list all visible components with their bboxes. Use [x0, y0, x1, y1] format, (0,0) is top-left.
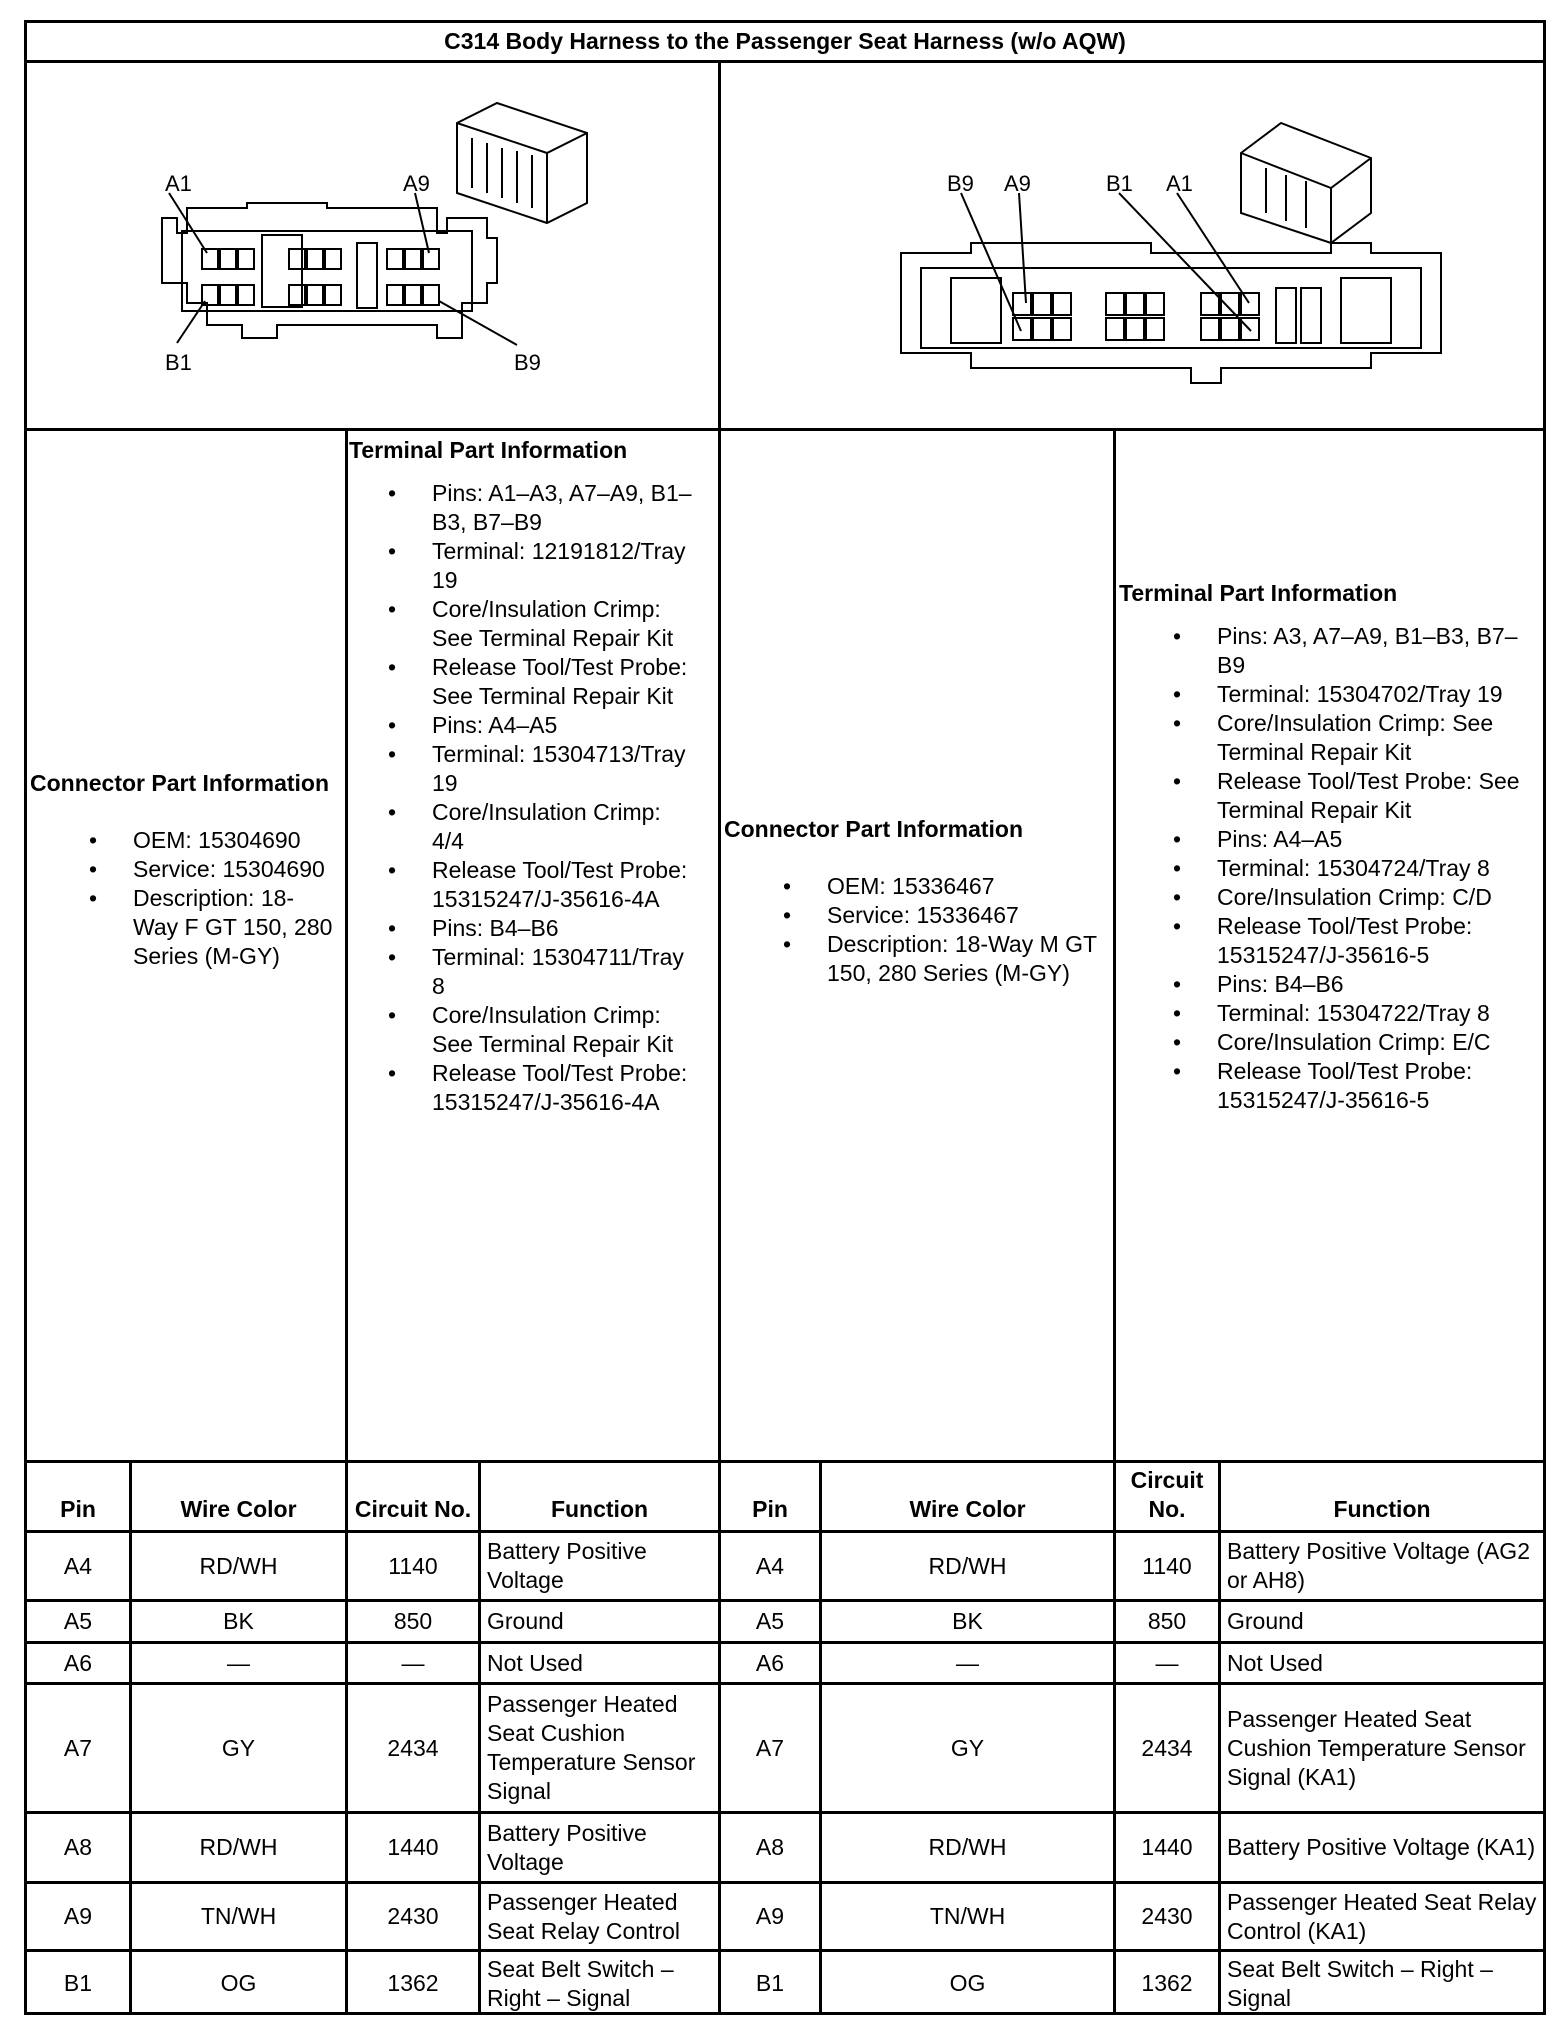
table-cell-function: Passenger Heated Seat Relay Control — [487, 1888, 681, 1944]
table-cell-pin: A4 — [63, 1552, 93, 1579]
table-cell-circuit: 2434 — [387, 1734, 439, 1761]
bullet-icon: • — [387, 799, 397, 825]
table-cell-wire: — — [956, 1649, 979, 1676]
table-cell-function: Battery Positive Voltage (KA1) — [1227, 1834, 1536, 1860]
bullet-icon: • — [1172, 623, 1182, 649]
list-item — [387, 1001, 697, 1059]
table-cell-function: Seat Belt Switch – Right – Signal — [1227, 1955, 1493, 2011]
table-cell-pin: A7 — [755, 1734, 785, 1761]
list-item-text: Pins: A3, A7–A9, B1–B3, B7–B9 — [1217, 623, 1518, 678]
table-cell-pin: A9 — [63, 1903, 93, 1929]
list-item-text: Release Tool/Test Probe: 15315247/J-35616-4A — [432, 857, 688, 912]
list-item — [1172, 854, 1535, 883]
header-function: Function — [550, 1496, 649, 1522]
right-terminal-info — [1119, 578, 1539, 1115]
table-cell-pin: A8 — [63, 1834, 93, 1860]
right-connector-info — [724, 814, 1109, 988]
list-item-text: Release Tool/Test Probe: See Terminal Repair Kit — [432, 654, 688, 709]
table-cell-wire: OG — [949, 1970, 986, 1996]
terminal-group — [387, 914, 697, 1117]
list-item-text: Pins: B4–B6 — [432, 915, 559, 941]
list-item-text: Core/Insulation Crimp: 4/4 — [432, 799, 661, 854]
bullet-icon: • — [782, 931, 792, 957]
bullet-icon: • — [1172, 971, 1182, 997]
left-connector-info — [30, 768, 340, 971]
list-item — [1172, 767, 1535, 825]
list-item — [387, 914, 697, 943]
list-item — [1172, 970, 1535, 999]
left-connector-list — [30, 826, 333, 971]
table-cell-circuit: — — [401, 1649, 425, 1676]
table-cell-circuit: 2430 — [387, 1903, 439, 1929]
header-circuit-no: Circuit No. — [354, 1496, 472, 1522]
bullet-icon: • — [387, 1002, 397, 1028]
list-item — [387, 537, 697, 595]
table-cell-pin: B1 — [755, 1970, 785, 1996]
pin-label-a1: A1 — [165, 171, 192, 196]
bullet-icon: • — [1172, 826, 1182, 852]
header-pin: Pin — [60, 1496, 96, 1522]
table-cell-function: Ground — [487, 1608, 564, 1634]
pin-label-b9: B9 — [947, 171, 974, 196]
table-cell-circuit: 1362 — [1141, 1970, 1193, 1996]
pin-label-a9: A9 — [403, 171, 430, 196]
list-item — [782, 901, 1097, 930]
table-cell-wire: TN/WH — [200, 1903, 277, 1929]
list-item-text: Core/Insulation Crimp: E/C — [1217, 1029, 1491, 1055]
table-cell-circuit: 2434 — [1141, 1734, 1193, 1761]
bullet-icon: • — [1172, 1029, 1182, 1055]
bullet-icon: • — [387, 480, 397, 506]
table-cell-function: Not Used — [1227, 1649, 1323, 1676]
table-cell-wire: RD/WH — [928, 1834, 1007, 1860]
table-cell-wire: GY — [950, 1734, 985, 1761]
list-item — [782, 930, 1097, 988]
right-connector-heading: Connector Part Information — [724, 816, 1024, 842]
list-item — [1172, 883, 1535, 912]
left-terminal-groups — [349, 479, 714, 1117]
list-item — [387, 1059, 697, 1117]
bullet-icon: • — [88, 885, 98, 911]
list-item — [1172, 622, 1535, 680]
list-item-text: OEM: 15336467 — [827, 873, 995, 899]
table-cell-function: Ground — [1227, 1608, 1304, 1634]
bullet-icon: • — [387, 741, 397, 767]
list-item — [387, 740, 697, 798]
bullet-icon: • — [1172, 1000, 1182, 1026]
list-item-text: Terminal: 15304713/Tray 19 — [432, 741, 686, 796]
table-cell-pin: A5 — [755, 1608, 785, 1634]
header-function: Function — [1333, 1496, 1431, 1522]
pin-label-a9: A9 — [1004, 171, 1031, 196]
list-item-text: Terminal: 15304702/Tray 19 — [1217, 681, 1503, 707]
bullet-icon: • — [88, 856, 98, 882]
list-item — [387, 479, 697, 537]
table-cell-wire: TN/WH — [929, 1903, 1006, 1929]
header-pin: Pin — [752, 1496, 788, 1522]
list-item — [782, 872, 1097, 901]
bullet-icon: • — [1172, 1058, 1182, 1084]
table-cell-pin: A9 — [755, 1903, 785, 1929]
right-connector-diagram — [721, 63, 1541, 428]
header-circuit-no: Circuit No. — [1130, 1467, 1204, 1522]
table-cell-circuit: 1440 — [1141, 1834, 1193, 1860]
list-item-text: Release Tool/Test Probe: 15315247/J-35616-5 — [1217, 1058, 1473, 1113]
bullet-icon: • — [1172, 884, 1182, 910]
list-item-text: Core/Insulation Crimp: See Terminal Repair Kit — [432, 596, 674, 651]
table-cell-pin: A5 — [63, 1608, 93, 1634]
left-terminal-heading: Terminal Part Information — [349, 437, 628, 463]
left-connector-heading: Connector Part Information — [30, 770, 330, 796]
table-cell-wire: RD/WH — [199, 1834, 278, 1860]
list-item — [88, 884, 333, 971]
list-item-text: Core/Insulation Crimp: C/D — [1217, 884, 1492, 910]
list-item — [1172, 825, 1535, 854]
list-item-text: Core/Insulation Crimp: See Terminal Repair Kit — [1217, 710, 1494, 765]
table-cell-pin: A7 — [63, 1734, 93, 1761]
terminal-group — [1172, 825, 1535, 970]
table-cell-wire: BK — [952, 1608, 983, 1634]
bullet-icon: • — [387, 712, 397, 738]
list-item-text: Release Tool/Test Probe: 15315247/J-35616-4A — [432, 1060, 688, 1115]
pin-label-b9: B9 — [514, 350, 541, 375]
terminal-group — [387, 711, 697, 914]
list-item — [1172, 912, 1535, 970]
table-cell-wire: — — [227, 1649, 250, 1676]
list-item-text: Terminal: 15304722/Tray 8 — [1217, 1000, 1490, 1026]
terminal-group — [387, 479, 697, 711]
bullet-icon: • — [387, 1060, 397, 1086]
pin-label-b1: B1 — [165, 350, 192, 375]
table-cell-function: Passenger Heated Seat Relay Control (KA1) — [1227, 1888, 1537, 1944]
list-item — [387, 856, 697, 914]
list-item-text: Description: 18-Way M GT 150, 280 Series (M-GY) — [827, 931, 1097, 986]
list-item — [1172, 1057, 1535, 1115]
list-item-text: Service: 15304690 — [133, 856, 325, 882]
table-cell-circuit: 2430 — [1141, 1903, 1193, 1929]
bullet-icon: • — [387, 944, 397, 970]
table-cell-pin: A6 — [755, 1649, 785, 1676]
bullet-icon: • — [782, 873, 792, 899]
right-connector-list — [724, 872, 1097, 988]
list-item — [88, 826, 333, 855]
bullet-icon: • — [1172, 768, 1182, 794]
list-item-text: OEM: 15304690 — [133, 827, 301, 853]
right-terminal-groups — [1119, 622, 1539, 1115]
table-cell-circuit: 1440 — [387, 1834, 439, 1860]
header-wire-color: Wire Color — [909, 1496, 1026, 1522]
list-item-text: Terminal: 12191812/Tray 19 — [432, 538, 686, 593]
table-cell-pin: A4 — [755, 1552, 785, 1579]
table-cell-function: Battery Positive Voltage — [487, 1819, 647, 1875]
list-item — [1172, 999, 1535, 1028]
list-item-text: Terminal: 15304711/Tray 8 — [432, 944, 684, 999]
pin-label-b1: B1 — [1106, 171, 1133, 196]
list-item-text: Description: 18-Way F GT 150, 280 Series (M-GY) — [133, 885, 333, 969]
table-cell-circuit: 850 — [1147, 1608, 1187, 1634]
terminal-group — [1172, 970, 1535, 1115]
table-cell-circuit: 1362 — [387, 1970, 439, 1996]
table-cell-function: Passenger Heated Seat Cushion Temperature Sensor Signal (KA1) — [1227, 1705, 1526, 1790]
bullet-icon: • — [1172, 855, 1182, 881]
left-terminal-info — [349, 435, 714, 1117]
list-item — [1172, 709, 1535, 767]
list-item — [387, 943, 697, 1001]
table-cell-function: Battery Positive Voltage (AG2 or AH8) — [1227, 1538, 1530, 1593]
terminal-group — [1172, 622, 1535, 825]
table-cell-function: Passenger Heated Seat Cushion Temperature Sensor Signal — [487, 1691, 696, 1804]
table-cell-function: Battery Positive Voltage — [487, 1538, 647, 1593]
list-item — [1172, 680, 1535, 709]
list-item-text: Pins: A4–A5 — [1217, 826, 1343, 852]
bullet-icon: • — [387, 857, 397, 883]
table-cell-function: Not Used — [487, 1649, 583, 1676]
list-item — [1172, 1028, 1535, 1057]
table-cell-circuit: 1140 — [1142, 1552, 1192, 1579]
list-item-text: Service: 15336467 — [827, 902, 1019, 928]
table-cell-wire: RD/WH — [199, 1552, 278, 1579]
divider — [27, 428, 1543, 431]
list-item-text: Pins: A4–A5 — [432, 712, 558, 738]
bullet-icon: • — [387, 654, 397, 680]
table-cell-circuit: — — [1155, 1649, 1179, 1676]
list-item — [387, 653, 697, 711]
table-cell-circuit: 1140 — [388, 1552, 438, 1579]
bullet-icon: • — [1172, 710, 1182, 736]
table-cell-circuit: 850 — [393, 1608, 433, 1634]
document-title: C314 Body Harness to the Passenger Seat Harness (w/o AQW) — [444, 28, 1126, 54]
list-item — [387, 711, 697, 740]
list-item-text: Release Tool/Test Probe: See Terminal Repair Kit — [1217, 768, 1520, 823]
list-item — [88, 855, 333, 884]
list-item — [387, 595, 697, 653]
left-connector-diagram — [27, 63, 717, 428]
bullet-icon: • — [1172, 913, 1182, 939]
pin-label-a1: A1 — [1166, 171, 1193, 196]
table-cell-wire: OG — [220, 1970, 257, 1996]
bullet-icon: • — [387, 538, 397, 564]
bullet-icon: • — [88, 827, 98, 853]
table-cell-pin: A6 — [63, 1649, 93, 1676]
right-terminal-heading: Terminal Part Information — [1119, 580, 1398, 606]
bullet-icon: • — [782, 902, 792, 928]
document-frame — [24, 20, 1546, 2015]
list-item-text: Release Tool/Test Probe: 15315247/J-35616-5 — [1217, 913, 1473, 968]
bullet-icon: • — [387, 596, 397, 622]
table-cell-wire: BK — [223, 1608, 254, 1634]
list-item-text: Terminal: 15304724/Tray 8 — [1217, 855, 1490, 881]
list-item-text: Pins: A1–A3, A7–A9, B1–B3, B7–B9 — [432, 480, 692, 535]
table-cell-wire: RD/WH — [928, 1552, 1007, 1579]
header-wire-color: Wire Color — [180, 1496, 297, 1522]
table-cell-pin: B1 — [63, 1970, 93, 1996]
list-item — [387, 798, 697, 856]
bullet-icon: • — [1172, 681, 1182, 707]
bullet-icon: • — [387, 915, 397, 941]
table-cell-wire: GY — [221, 1734, 256, 1761]
table-cell-function: Seat Belt Switch – Right – Signal — [487, 1955, 674, 2011]
table-cell-pin: A8 — [755, 1834, 785, 1860]
list-item-text: Pins: B4–B6 — [1217, 971, 1344, 997]
list-item-text: Core/Insulation Crimp: See Terminal Repair Kit — [432, 1002, 674, 1057]
